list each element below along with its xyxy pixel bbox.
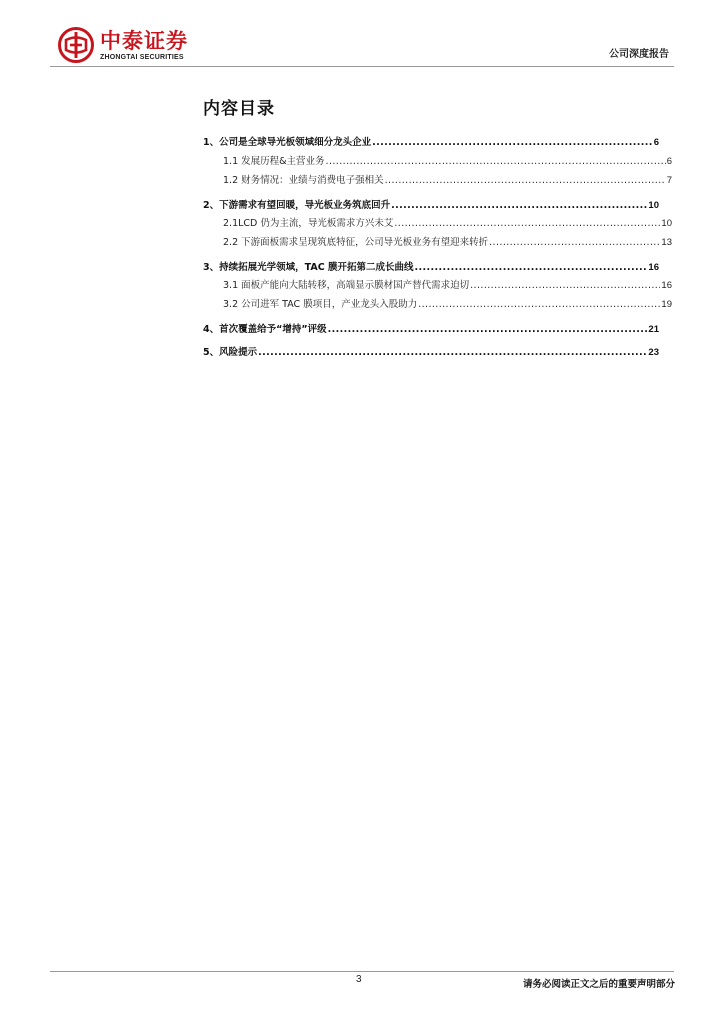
toc-entry[interactable] bbox=[223, 234, 672, 249]
toc-entry-page: 16 bbox=[661, 280, 672, 291]
company-logo bbox=[58, 27, 188, 63]
toc-entry-label: 5、风险提示 bbox=[203, 347, 258, 358]
page-header bbox=[0, 0, 724, 80]
toc-entry-label: 1.1 发展历程&主营业务 bbox=[223, 156, 325, 167]
toc-entry-label: 2、下游需求有望回暖，导光板业务筑底回升 bbox=[203, 200, 391, 211]
toc-entry-page: 21 bbox=[648, 324, 659, 335]
toc-leader-dots bbox=[470, 280, 660, 292]
toc-leader-dots bbox=[328, 324, 648, 336]
toc-leader-dots bbox=[418, 299, 660, 311]
toc-leader-dots bbox=[326, 156, 666, 168]
toc-entry[interactable] bbox=[223, 296, 672, 311]
toc-entry-page: 16 bbox=[648, 262, 659, 273]
toc-entry-label: 3、持续拓展光学领域，TAC 膜开拓第二成长曲线 bbox=[203, 262, 414, 273]
toc-leader-dots bbox=[415, 262, 648, 274]
toc-entry-page: 19 bbox=[661, 299, 672, 310]
toc-entry-label: 3.2 公司进军 TAC 膜项目，产业龙头入股助力 bbox=[223, 299, 418, 310]
toc-leader-dots bbox=[394, 218, 660, 230]
toc-entry-page: 6 bbox=[666, 156, 672, 167]
toc-leader-dots bbox=[489, 237, 660, 249]
toc-entry[interactable] bbox=[223, 153, 672, 168]
report-type: 公司深度报告 bbox=[609, 49, 669, 60]
toc-entry-page: 23 bbox=[648, 347, 659, 358]
toc-entry[interactable] bbox=[203, 259, 659, 274]
toc-leader-dots bbox=[391, 200, 647, 212]
toc-title: 内容目录 bbox=[203, 99, 275, 119]
toc-entry-label: 2.1LCD 仍为主流，导光板需求方兴未艾 bbox=[223, 218, 394, 229]
toc-entry-page: 13 bbox=[661, 237, 672, 248]
toc-entry-page: 6 bbox=[653, 137, 659, 148]
toc-entry[interactable] bbox=[203, 344, 659, 359]
toc-entry[interactable] bbox=[223, 277, 672, 292]
toc-entry-page: 10 bbox=[661, 218, 672, 229]
toc-entry[interactable] bbox=[203, 321, 659, 336]
toc-entry-page: 10 bbox=[648, 200, 659, 211]
toc-leader-dots bbox=[258, 347, 647, 359]
toc-leader-dots bbox=[385, 175, 666, 187]
toc-entry[interactable] bbox=[203, 197, 659, 212]
toc-entry[interactable] bbox=[203, 134, 659, 149]
footer-divider bbox=[50, 971, 674, 972]
toc-entry-label: 1、公司是全球导光板领域细分龙头企业 bbox=[203, 137, 372, 148]
toc-entry[interactable] bbox=[223, 215, 672, 230]
toc-entry[interactable] bbox=[223, 172, 672, 187]
toc-entry-label: 4、首次覆盖给予“增持”评级 bbox=[203, 324, 327, 335]
page-number: 3 bbox=[356, 974, 362, 985]
toc-entry-label: 1.2 财务情况：业绩与消费电子强相关 bbox=[223, 175, 384, 186]
toc-leader-dots bbox=[372, 137, 653, 149]
toc-entry-label: 3.1 面板产能向大陆转移，高端显示膜材国产替代需求迫切 bbox=[223, 280, 470, 291]
footer-disclaimer: 请务必阅读正文之后的重要声明部分 bbox=[522, 979, 675, 990]
zhongtai-logo-icon bbox=[58, 27, 94, 63]
logo-chinese-name: 中泰证券 bbox=[100, 28, 188, 53]
toc-entry-page: 7 bbox=[666, 175, 672, 186]
logo-english-name: ZHONGTAI SECURITIES bbox=[100, 53, 184, 61]
toc-entry-label: 2.2 下游面板需求呈现筑底特征，公司导光板业务有望迎来转折 bbox=[223, 237, 489, 248]
header-divider bbox=[50, 66, 674, 67]
